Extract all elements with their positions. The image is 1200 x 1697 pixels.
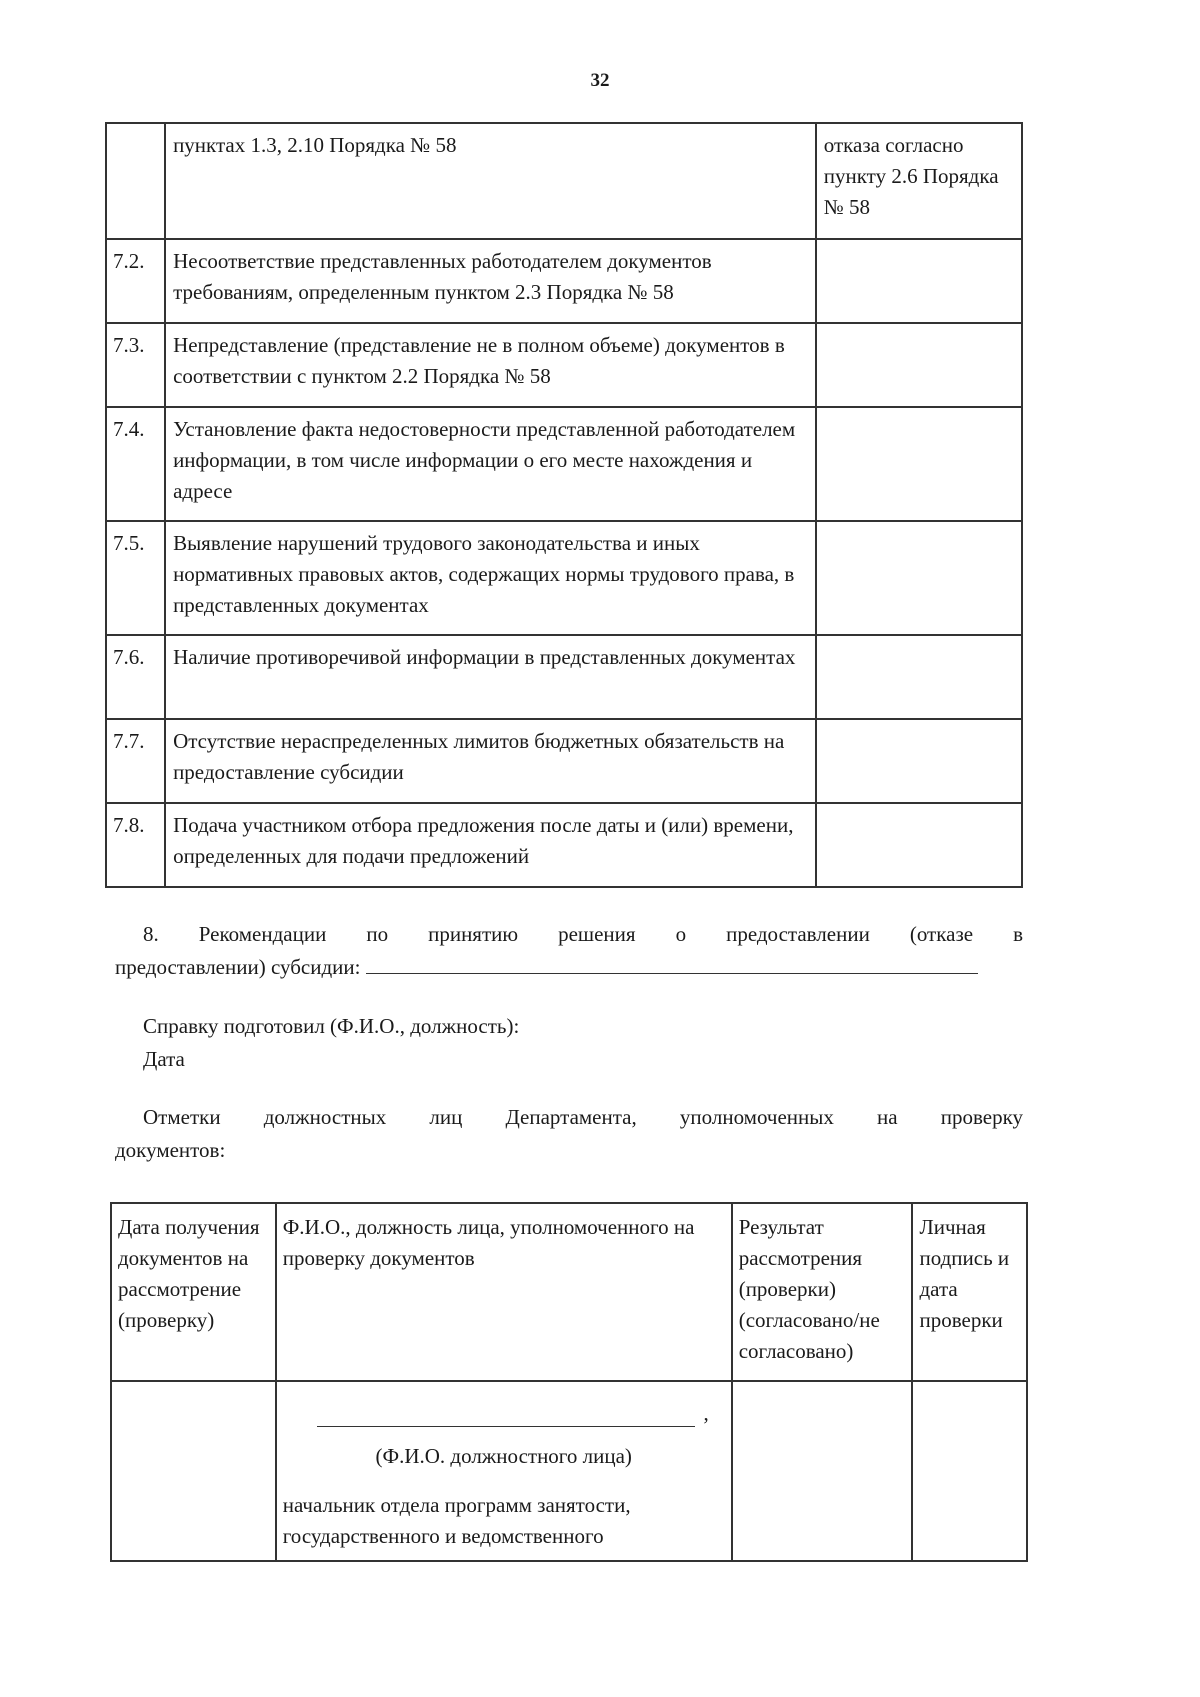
result-cell: отказа согласно пункту 2.6 Порядка № 58 [816,123,1022,239]
header-signature-date: Личная подпись и дата проверки [912,1203,1027,1381]
row-number: 7.3. [106,323,165,407]
table-row [106,407,1022,521]
result-cell [816,239,1022,323]
table-row [106,803,1022,887]
recommendation-fill-line [366,951,978,974]
criterion-text: Несоответствие представленных работодателем документов требованиям, определенным пунктом 2.3 Порядка № 58 [165,239,816,323]
table-row [106,239,1022,323]
criterion-text: Установление факта недостоверности представленной работодателем информации, в том числе информации о его месте нахождения и адресе [165,407,816,521]
table-row [106,323,1022,407]
result-cell [816,719,1022,803]
marks-line-1: Отметки должностных лиц Департамента, уполномоченных на проверку [143,1105,1023,1129]
table-row [106,719,1022,803]
criterion-text: Подача участником отбора предложения после даты и (или) времени, определенных для подачи предложений [165,803,816,887]
criterion-text: Отсутствие нераспределенных лимитов бюджетных обязательств на предоставление субсидии [165,719,816,803]
prepared-by-block [143,1010,519,1076]
result-cell [816,803,1022,887]
prepared-by-label: Справку подготовил (Ф.И.О., должность): [143,1014,520,1038]
officials-marks-paragraph [115,1101,1023,1167]
table-row [106,123,1022,239]
row-number: 7.5. [106,521,165,635]
row-number: 7.6. [106,635,165,719]
table-row [106,521,1022,635]
table-row [111,1381,1027,1561]
fio-caption: (Ф.И.О. должностного лица) [375,1444,632,1468]
row-number: 7.8. [106,803,165,887]
header-receipt-date: Дата получения документов на рассмотрение (проверку) [111,1203,276,1381]
header-official-name: Ф.И.О., должность лица, уполномоченного на проверку документов [276,1203,732,1381]
row-number: 7.2. [106,239,165,323]
row-number: 7.7. [106,719,165,803]
official-position-text: начальник отдела программ занятости, государственного и ведомственного [282,1493,631,1548]
criteria-table [105,122,1023,888]
row-number: 7.4. [106,407,165,521]
criterion-text: Непредставление (представление не в полном объеме) документов в соответствии с пунктом 2.2 Порядка № 58 [165,323,816,407]
section-8-line-1: 8. Рекомендации по принятию решения о предоставлении (отказе в [143,922,1023,946]
date-label: Дата [143,1047,185,1071]
signature-cell [912,1381,1027,1561]
criterion-text: пунктах 1.3, 2.10 Порядка № 58 [165,123,816,239]
page-number: 32 [590,70,610,91]
result-cell [816,635,1022,719]
section-8-recommendations [115,918,1023,984]
result-cell [816,521,1022,635]
official-cell [276,1381,732,1561]
criterion-text: Наличие противоречивой информации в представленных документах [165,635,816,719]
result-cell [816,323,1022,407]
marks-line-2: документов: [115,1138,226,1162]
row-number [106,123,165,239]
table-header-row [111,1203,1027,1381]
officials-table [110,1202,1028,1562]
fio-fill-line [317,1396,709,1427]
fio-comma: , [703,1401,709,1425]
header-review-result: Результат рассмотрения (проверки) (согласовано/не согласовано) [732,1203,913,1381]
receipt-date-cell [111,1381,276,1561]
result-cell [816,407,1022,521]
table-row [106,635,1022,719]
criterion-text: Выявление нарушений трудового законодательства и иных нормативных правовых актов, содержащих нормы трудового права, в представленных документах [165,521,816,635]
review-result-cell [732,1381,913,1561]
section-8-line-2: предоставлении) субсидии: [115,955,361,979]
